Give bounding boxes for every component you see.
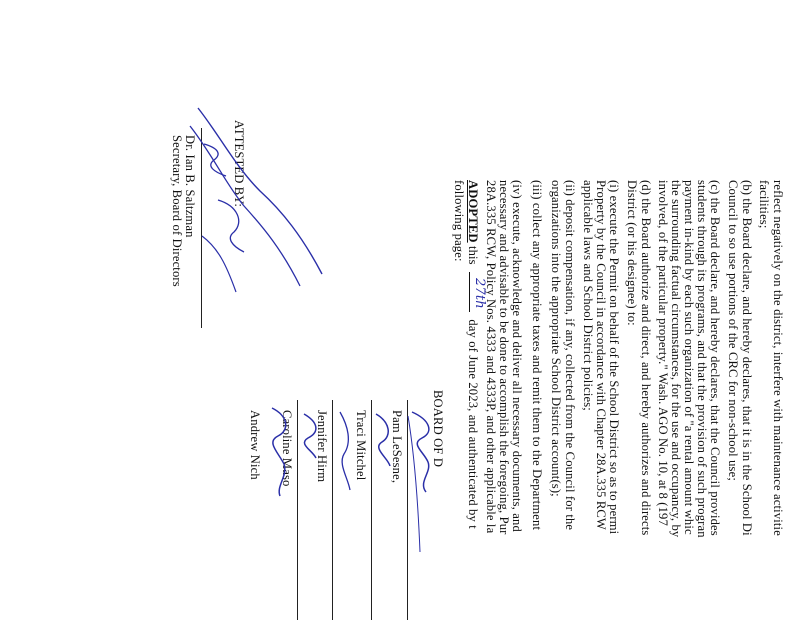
- attest-signature-icon: [180, 96, 330, 296]
- adopted-label: ADOPTED: [466, 180, 480, 243]
- attested-by-label: ATTESTED BY:: [232, 120, 246, 208]
- adopted-day-blank: [469, 272, 487, 312]
- text-line-19: necessary and advisable to be done to accomplish the foregoing, Pur: [497, 180, 511, 535]
- board-member-2: Traci Mitchel: [354, 410, 368, 481]
- text-line-7: payment in-kind by each such organization of "a rental amount whic: [682, 180, 696, 535]
- text-line-15: (ii) deposit compensation, if any, collected from the Council for the: [563, 180, 577, 531]
- text-line-16: organizations into the appropriate School District account(s);: [549, 180, 563, 497]
- adopted-post: day of June 2023, and authenticated by t: [466, 319, 480, 529]
- board-signatures-icon: [248, 392, 448, 632]
- board-member-4: Caroline Maso: [280, 410, 294, 487]
- board-member-3: Jennifer Hirm: [315, 410, 329, 483]
- text-line-2: facilities;: [757, 180, 771, 229]
- text-line-5: (c) the Board declare, and hereby declares, that the Council provides: [708, 180, 722, 536]
- adopted-line-2: following page:: [452, 180, 466, 262]
- board-member-1: Pam LeSesne,: [390, 410, 404, 484]
- text-line-6: students through its programs, and that the provision of such progran: [695, 180, 709, 538]
- text-line-17: (iii) collect any appropriate taxes and remit them to the Department: [530, 180, 544, 531]
- text-line-9: involved, of the particular property." Wash. AGO No. 10, at 8 (197: [656, 180, 670, 526]
- text-line-1: reflect negatively on the district, interfere with maintenance activitie: [771, 180, 785, 536]
- board-heading: BOARD OF D: [431, 390, 445, 468]
- text-line-18: (iv) execute, acknowledge and deliver all necessary documents, and: [510, 180, 524, 532]
- text-line-4: Council to so use portions of the CRC for non-school use;: [726, 180, 740, 481]
- text-line-8: the surrounding factual circumstances, for the use and occupancy, by: [669, 180, 683, 538]
- text-line-20: 28A.335 RCW, Policy Nos. 4333 and 4333P, and other applicable la: [484, 180, 498, 534]
- text-line-11: District (or his designee) to:: [625, 180, 639, 326]
- text-line-14: applicable laws and School District policies;: [581, 180, 595, 411]
- text-line-10: (d) the Board authorize and direct, and hereby authorizes and directs: [639, 180, 653, 536]
- adopted-line: [466, 180, 487, 529]
- text-line-12: (i) execute the Permit on behalf of the School District so as to permi: [607, 180, 621, 535]
- text-line-3: (b) the Board declare, and hereby declares, that it is in the School Di: [740, 180, 754, 536]
- text-line-13: Property by the Council in accordance with Chapter 28A.335 RCW: [594, 180, 608, 530]
- adopted-pre: this: [466, 245, 480, 265]
- adopted-day-handwritten: 27th: [472, 278, 487, 309]
- board-member-5: Andrew Nich: [248, 410, 262, 480]
- attest-name: Dr. Ian B. Saltzman: [183, 135, 197, 238]
- attest-title: Secretary, Board of Directors: [170, 135, 184, 287]
